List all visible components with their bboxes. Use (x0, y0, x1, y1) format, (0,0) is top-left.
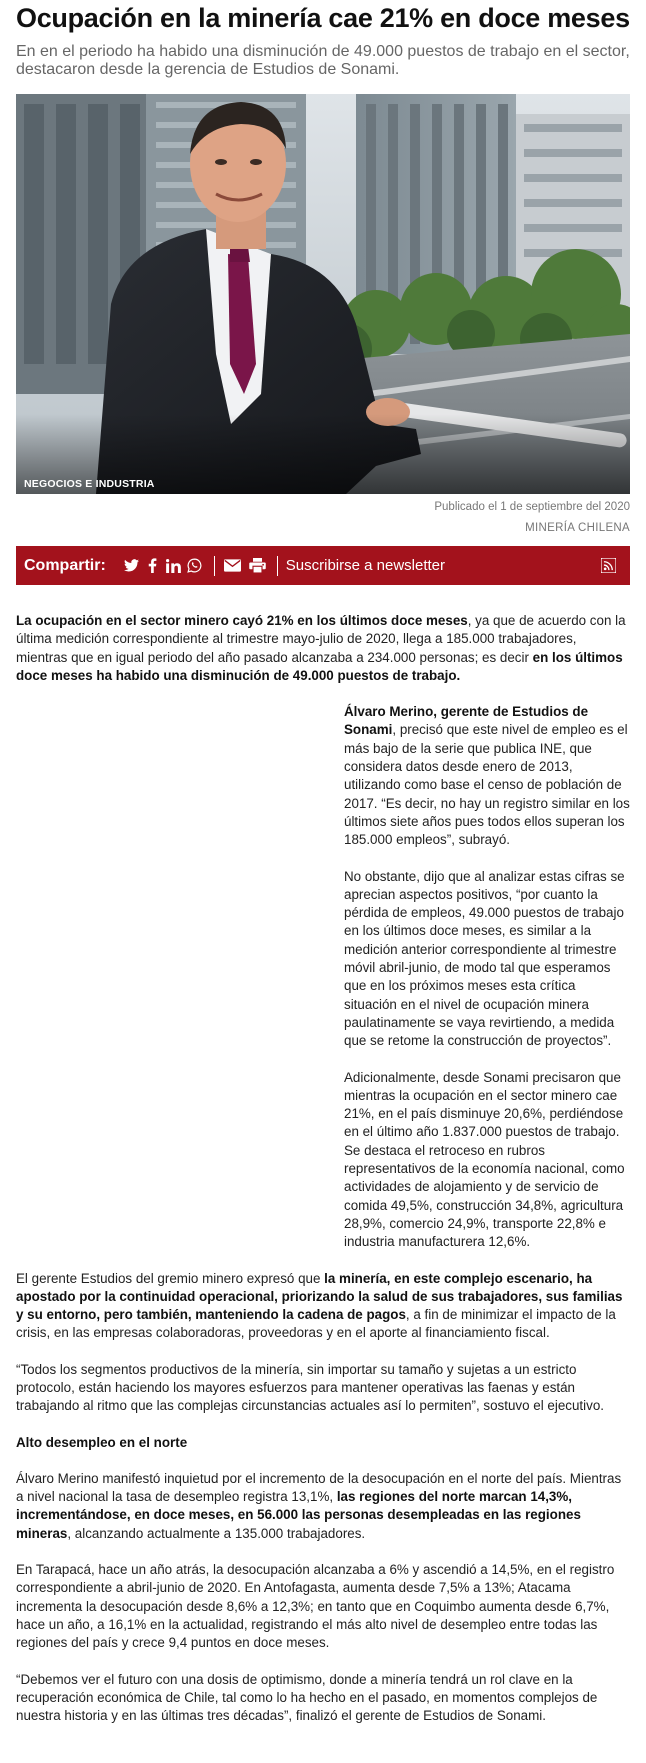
article-title: Ocupación en la minería cae 21% en doce meses (16, 3, 630, 33)
paragraph (16, 612, 630, 685)
bold-text: La ocupación en el sector minero cayó 21% en los últimos doce meses (16, 613, 468, 628)
photo-illustration (16, 94, 630, 494)
text: El gerente Estudios del gremio minero expresó que (16, 1270, 325, 1286)
article-source: MINERÍA CHILENA (525, 522, 630, 534)
email-icon[interactable] (223, 556, 242, 576)
publish-date: Publicado el 1 de septiembre del 2020 (434, 501, 630, 513)
linkedin-icon[interactable] (164, 556, 183, 576)
text: , ya que de acuerdo con la última medición correspondiente al trimestre mayo-julio de 2020, llega a 185.000 trabajadores, mientras que en igual periodo del año pasado alcanzaba a 234.000 personas; es decir (16, 613, 626, 665)
paragraph: “Todos los segmentos productivos de la minería, sin importar su tamaño y sujetas a un estricto protocolo, están haciendo los mayores esfuerzos para mantener operativas las faenas y están trabajando al ritmo que las complejas circunstancias actuales así lo permiten”, sostuvo el ejecutivo. (16, 1361, 604, 1414)
facebook-icon[interactable] (143, 556, 162, 576)
paragraph (16, 1270, 630, 1343)
share-divider (214, 556, 215, 576)
twitter-icon[interactable] (122, 556, 141, 576)
paragraph (16, 1470, 630, 1543)
share-bar (16, 546, 630, 585)
bold-text: la minería, en este complejo escenario, ha apostado por la continuidad operacional, priorizando la salud de sus trabajadores, sus familias y su entorno, pero también, manteniendo la cadena de pagos (16, 1270, 623, 1323)
text: Álvaro Merino manifestó inquietud por el incremento de la desocupación en el norte del país. Mientras a nivel nacional la tasa de desempleo registra 13,1%, (16, 1470, 622, 1505)
share-label: Compartir: (24, 556, 106, 574)
bold-text: las regiones del norte marcan 14,3%, incrementándose, en doce meses, en 56.000 las personas desempleadas en las regiones mineras (16, 1489, 581, 1541)
article-meta (16, 500, 630, 535)
paragraph: En Tarapacá, hace un año atrás, la desocupación alcanzaba a 6% y ascendió a 14,5%, en el registro correspondiente a abril-junio de 2020. En Antofagasta, aumenta desde 7,5% a 13%; Atacama incrementa la desocupación desde 8,6% a 12,3%; en tanto que en Coquimbo aumenta desde 6,7%, hace un año, a 16,1% en la actualidad, registrando el más alto nivel de desempleo entre todas las regiones del país y crece 9,4 puntos en doce meses. (16, 1562, 615, 1651)
text: , a fin de minimizar el impacto de la crisis, en las empresas colaboradoras, proveedoras y en el aporte al financiamiento fiscal. (16, 1307, 616, 1341)
text: , alcanzando actualmente a 135.000 trabajadores. (67, 1525, 366, 1541)
paragraph: “Debemos ver el futuro con una dosis de optimismo, donde a minería tendrá un rol clave en la recuperación económica de Chile, tal como lo ha hecho en el pasado, en momentos complejos de nuestra historia y en las últimas tres décadas”, finalizó el gerente de Estudios de Sonami. (16, 1671, 598, 1724)
article-subtitle: En en el periodo ha habido una disminución de 49.000 puestos de trabajo en el sector, destacaron desde la gerencia de Estudios de Sonami. (16, 43, 630, 78)
article-body (16, 612, 630, 1725)
float-spacer (16, 703, 344, 1259)
paragraph: Adicionalmente, desde Sonami precisaron que mientras la ocupación en el sector minero cae 21%, en el país disminuye 20,6%, perdiéndose en el último año 1.837.000 puestos de trabajo. Se destaca el retroceso en rubros representativos de la economía nacional, como actividades de alojamiento y de servicio de comida 49,5%, construcción 34,8%, agricultura 28,9%, comercio 24,9%, transporte 22,8% e industria manufacturera 12,6%. (344, 1069, 625, 1250)
share-divider (277, 556, 278, 576)
photo-category-tag[interactable]: NEGOCIOS E INDUSTRIA (24, 478, 155, 490)
paragraph: No obstante, dijo que al analizar estas cifras se aprecian aspectos positivos, “por cuanto la pérdida de empleos, 49.000 puestos de trabajo en los últimos doce meses, es similar a la medición anterior correspondiente al trimestre móvil abril-junio, de modo tal que esperamos que en los próximos meses esta crítica situación en el nivel de ocupación minera paulatinamente se vaya revirtiendo, a medida que se retome la construcción de proyectos”. (344, 868, 625, 1049)
newsletter-link[interactable]: Suscribirse a newsletter (285, 557, 446, 574)
rss-icon[interactable] (599, 556, 618, 576)
whatsapp-icon[interactable] (185, 556, 204, 576)
section-subheading: Alto desempleo en el norte (16, 1434, 188, 1450)
article-photo (16, 94, 630, 494)
bold-text: en los últimos doce meses ha habido una disminución de 49.000 puestos de trabajo. (16, 649, 623, 683)
text: , precisó que este nivel de empleo es el más bajo de la serie que publica INE, que considera datos desde enero de 2013, utilizando como base el censo de población de 2017. “Es decir, no hay un registro similar en los últimos siete años pues todos ellos superan los 185.000 empleos”, subrayó. (344, 722, 630, 848)
print-icon[interactable] (248, 556, 267, 576)
bold-text: Álvaro Merino, gerente de Estudios de Sonami (344, 704, 589, 738)
